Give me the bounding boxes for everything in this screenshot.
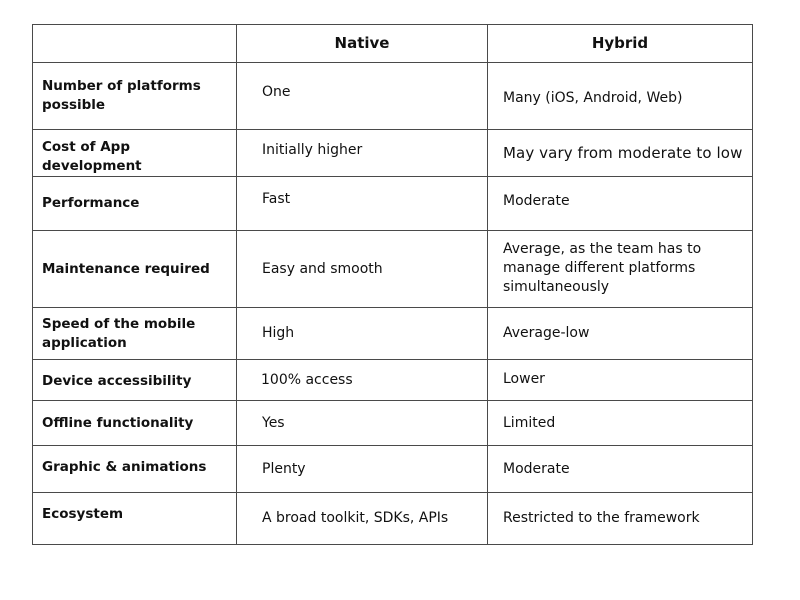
feature-cell: Offline functionality	[33, 401, 237, 446]
native-cell: One	[237, 63, 488, 130]
header-feature-column	[33, 25, 237, 63]
hybrid-cell: Moderate	[488, 177, 753, 231]
hybrid-cell: Restricted to the framework	[488, 493, 753, 545]
hybrid-cell: Average-low	[488, 308, 753, 360]
hybrid-cell: Many (iOS, Android, Web)	[488, 63, 753, 130]
feature-cell: Speed of the mobile application	[33, 308, 237, 360]
native-cell-text: 100% access	[261, 371, 353, 388]
native-cell: High	[237, 308, 488, 360]
table-row	[33, 177, 753, 231]
hybrid-cell: May vary from moderate to low	[488, 130, 753, 177]
table-row	[33, 446, 753, 493]
native-cell: Initially higher	[237, 130, 488, 177]
table-row	[33, 493, 753, 545]
feature-cell: Cost of App development	[33, 130, 237, 177]
table-row	[33, 308, 753, 360]
feature-cell: Ecosystem	[33, 493, 237, 545]
table-row	[33, 360, 753, 401]
header-hybrid-column: Hybrid	[488, 25, 753, 63]
hybrid-cell: Lower	[488, 360, 753, 401]
table-row	[33, 63, 753, 130]
table-header-row	[33, 25, 753, 63]
table-row	[33, 231, 753, 308]
native-cell	[237, 360, 488, 401]
native-cell: Plenty	[237, 446, 488, 493]
hybrid-cell: Limited	[488, 401, 753, 446]
native-cell: A broad toolkit, SDKs, APIs	[237, 493, 488, 545]
native-cell: Fast	[237, 177, 488, 231]
hybrid-cell: Moderate	[488, 446, 753, 493]
feature-cell: Performance	[33, 177, 237, 231]
native-vs-hybrid-comparison-table	[32, 24, 753, 545]
hybrid-cell: Average, as the team has to manage different platforms simultaneously	[488, 231, 753, 308]
native-cell: Easy and smooth	[237, 231, 488, 308]
feature-cell: Maintenance required	[33, 231, 237, 308]
table-row	[33, 130, 753, 177]
table-row	[33, 401, 753, 446]
feature-cell: Graphic & animations	[33, 446, 237, 493]
native-cell: Yes	[237, 401, 488, 446]
feature-cell: Number of platforms possible	[33, 63, 237, 130]
feature-cell: Device accessibility	[33, 360, 237, 401]
header-native-column: Native	[237, 25, 488, 63]
